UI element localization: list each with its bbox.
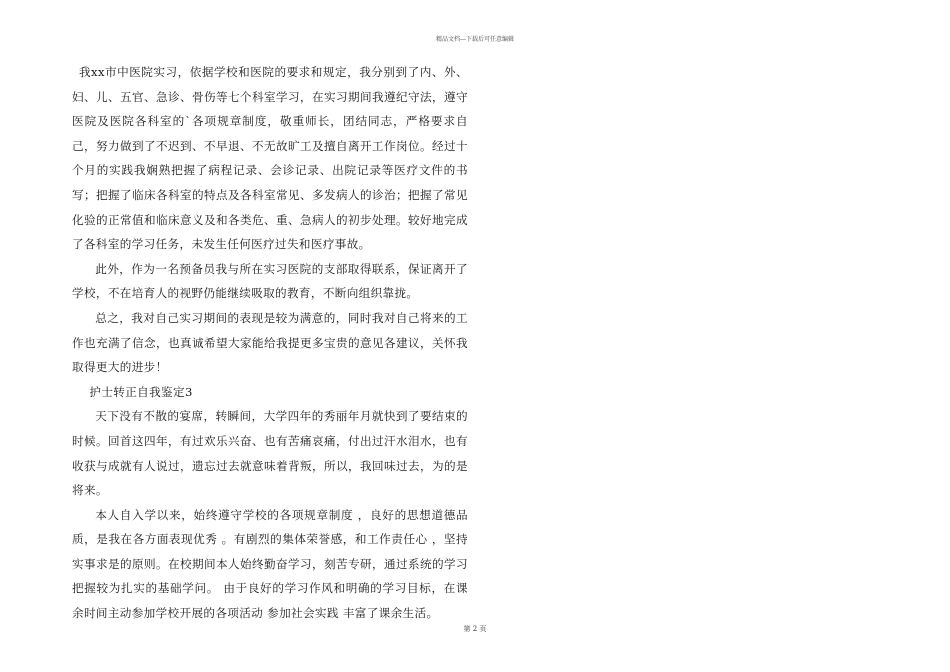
paragraph-university-years: 天下没有不散的宴席，转瞬间，大学四年的秀丽年月就快到了要结束的时候。回首这四年，有过欢乐兴奋、也有苦痛哀痛，付出过汗水泪水，也有收获与成就有人说过，遗忘过去就意味着背叛，所以，我回味过去，为的是将来。 xyxy=(72,409,468,498)
document-body xyxy=(72,60,468,626)
paragraph-conclusion: 总之，我对自己实习期间的表现是较为满意的，同时我对自己将来的工作也充满了信念，也真诚希望大家能给我提更多宝贵的意见各建议，关怀我取得更大的进步！ xyxy=(72,310,468,375)
section-heading: 护士转正自我鉴定3 xyxy=(89,384,193,399)
paragraph-self-evaluation: 本人自入学以来，始终遵守学校的各项规章制度 ，良好的思想道德品质，是我在各方面表现优秀 。有剧烈的集体荣誉感，和工作责任心 ，坚持实事求是的原则。在校期间本人始终勤奋学习，刻苦专研，通过系统的学习把握较为扎实的基础学问。 由于良好的学习作风和明确的学习目标，在课余时间主动参加学校开展的各项活动 参加社会实践 丰富了课余生活。 xyxy=(72,507,468,621)
page-number: 第 2 页 xyxy=(463,625,487,633)
page-header: 精品文档---下载后可任意编辑 xyxy=(435,36,515,43)
paragraph-party-contact: 此外，作为一名预备员我与所在实习医院的支部取得联系，保证离开了学校，不在培育人的视野仍能继续吸取的教育，不断向组织靠拢。 xyxy=(72,261,468,301)
paragraph-internship-summary: 我xx市中医院实习，依据学校和医院的要求和规定，我分别到了内、外、妇、儿、五官、急诊、骨伤等七个科室学习，在实习期间我遵纪守法，遵守医院及医院各科室的`各项规章制度，敬重师长，团结同志，严格要求自己，努力做到了不迟到、不早退、不无故旷工及擅自离开工作岗位。经过十个月的实践我娴熟把握了病程记录、会诊记录、出院记录等医疗文件的书写；把握了临床各科室的特点及各科室常见、多发病人的诊治；把握了常见化验的正常值和临床意义及和各类危、重、急病人的初步处理。较好地完成了各科室的学习任务，未发生任何医疗过失和医疗事故。 xyxy=(72,65,468,252)
